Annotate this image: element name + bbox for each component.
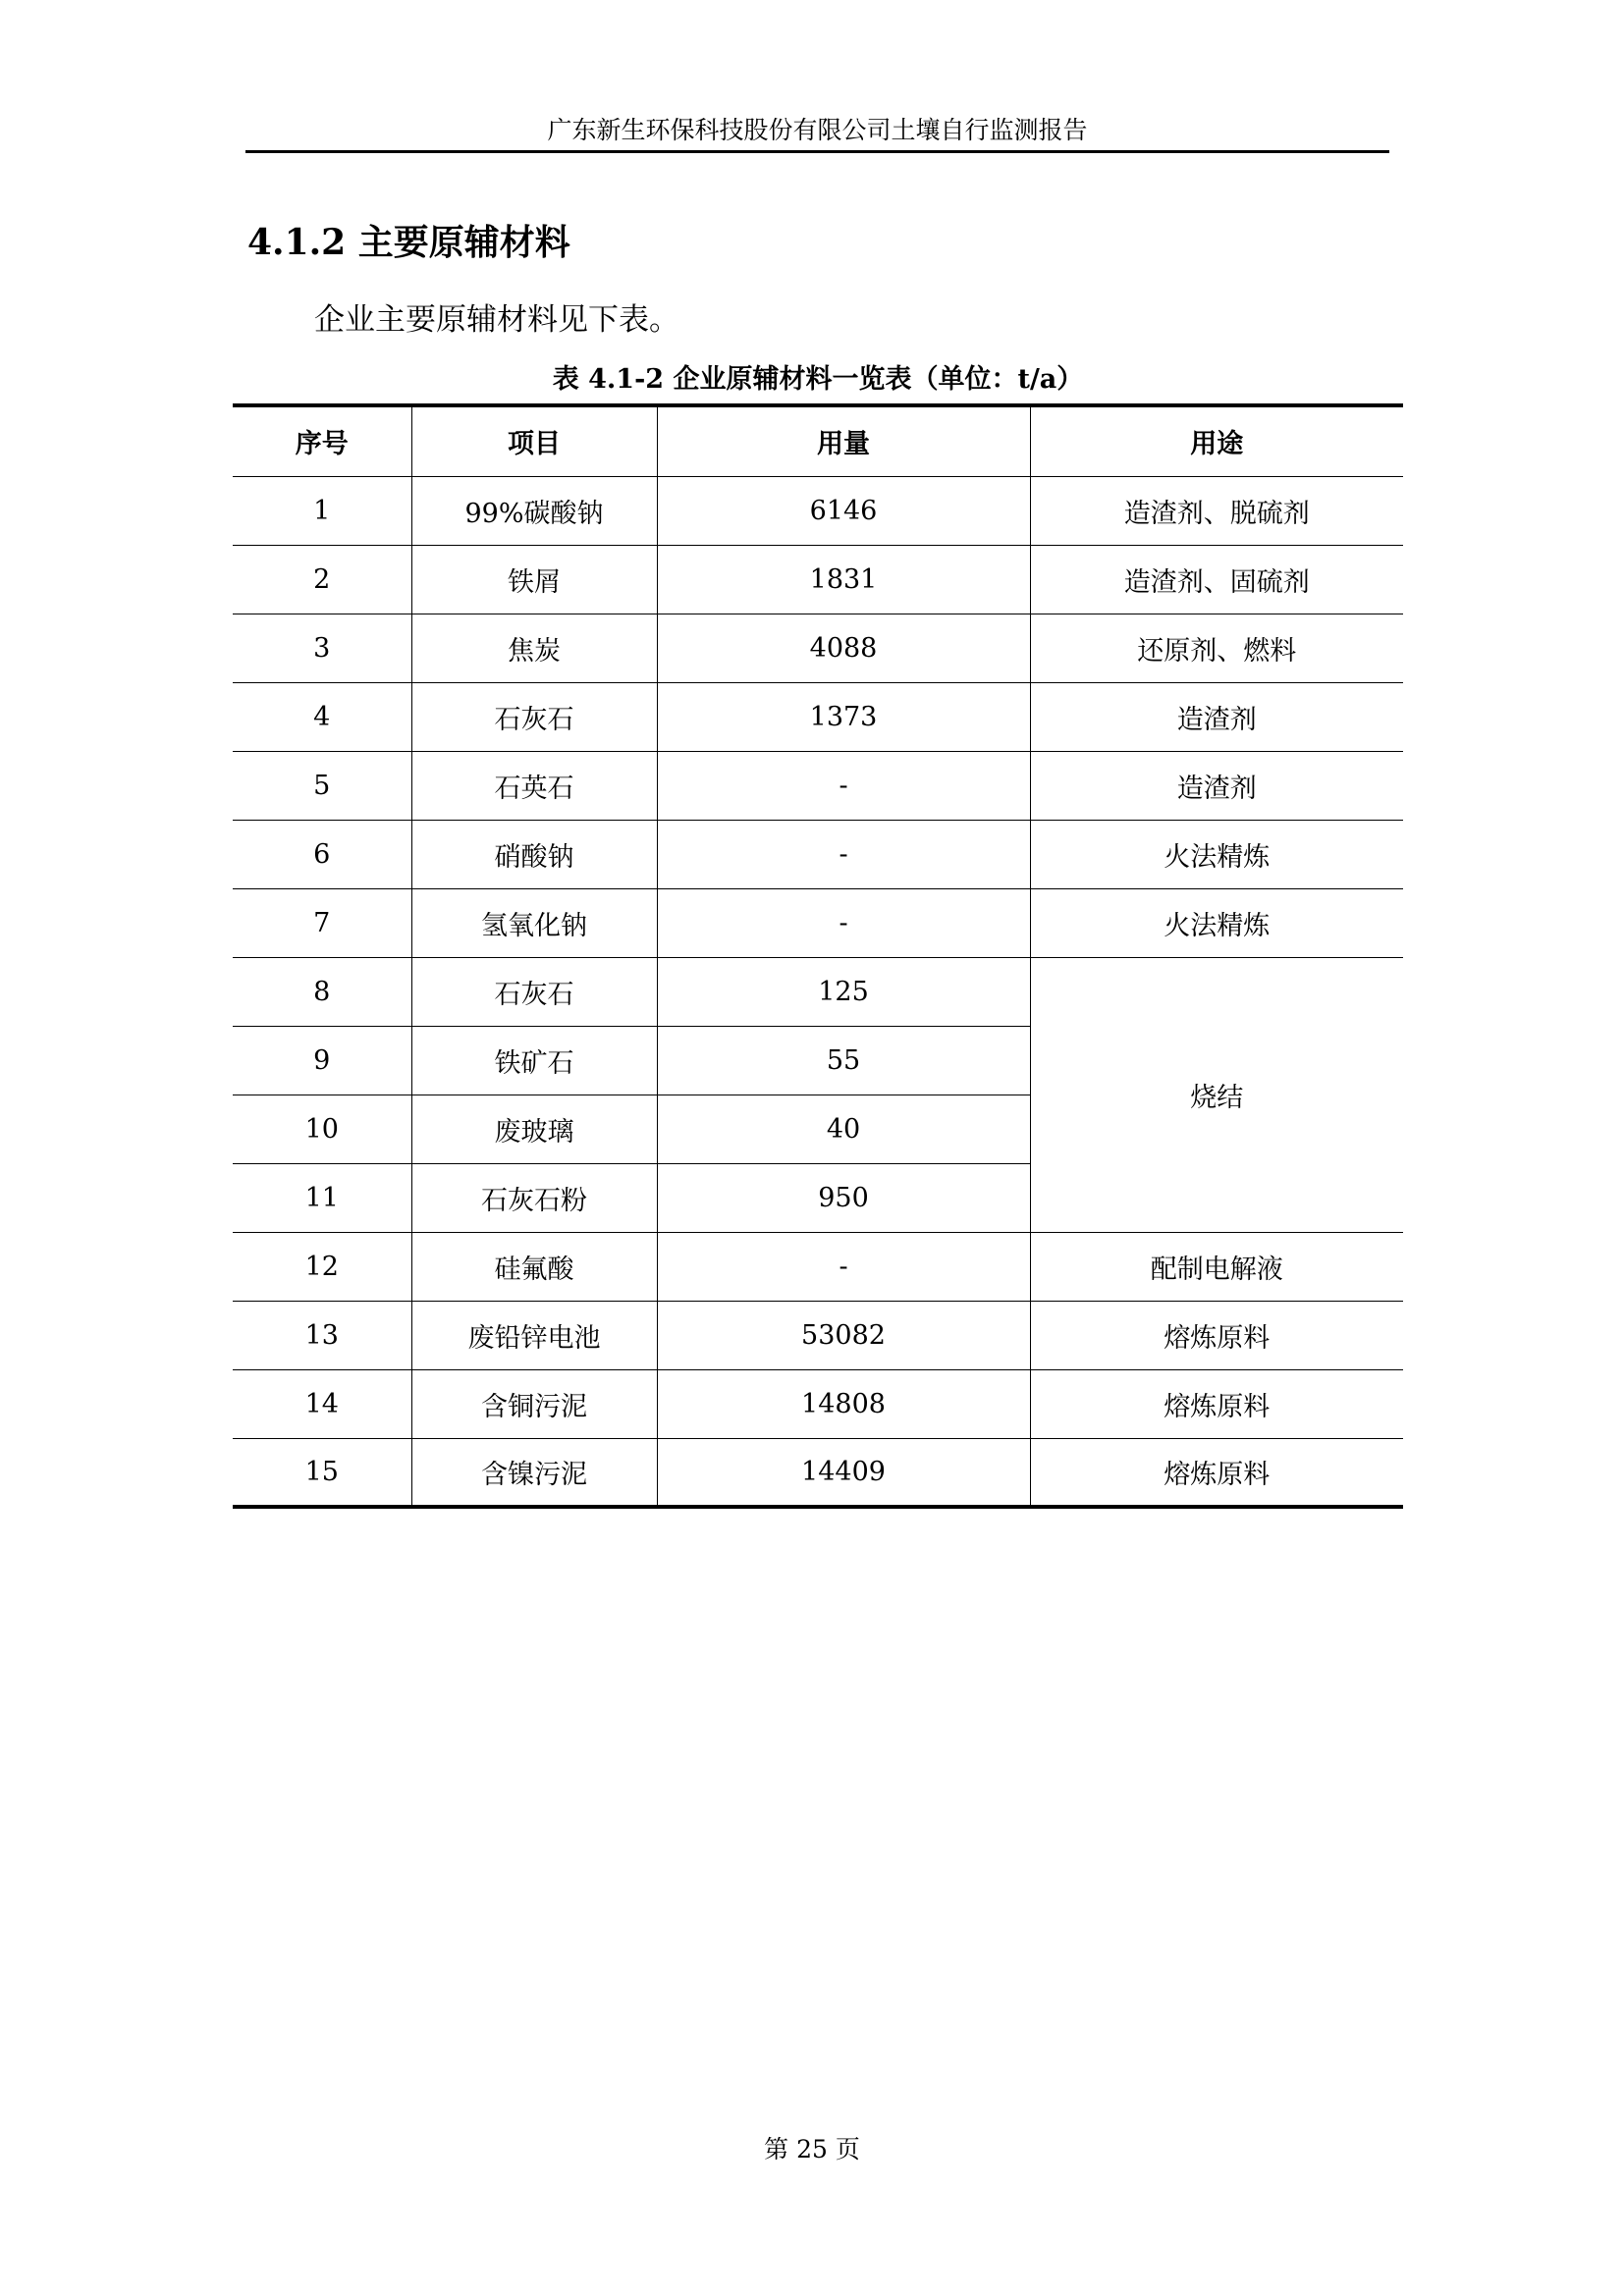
table-caption: 表 4.1-2 企业原辅材料一览表（单位：t/a）: [552, 364, 1084, 395]
cell-use: 熔炼原料: [1030, 1369, 1403, 1438]
cell-amount: 40: [657, 1095, 1030, 1163]
intro-paragraph: 企业主要原辅材料见下表。: [314, 302, 679, 338]
cell-no: 8: [233, 957, 411, 1026]
cell-no: 7: [233, 888, 411, 957]
table-row: [233, 476, 1403, 545]
cell-amount: -: [657, 751, 1030, 820]
column-header-no: 序号: [233, 405, 411, 476]
cell-no: 13: [233, 1301, 411, 1369]
column-header-use: 用途: [1030, 405, 1403, 476]
cell-item: 石灰石粉: [411, 1163, 657, 1232]
cell-amount: 53082: [657, 1301, 1030, 1369]
cell-no: 3: [233, 614, 411, 682]
table-row: [233, 957, 1403, 1026]
table-row: [233, 1301, 1403, 1369]
cell-use: 造渣剂、固硫剂: [1030, 545, 1403, 614]
header-divider: [245, 150, 1389, 153]
cell-use: 造渣剂: [1030, 682, 1403, 751]
cell-no: 14: [233, 1369, 411, 1438]
cell-no: 15: [233, 1438, 411, 1507]
cell-amount: 125: [657, 957, 1030, 1026]
cell-no: 11: [233, 1163, 411, 1232]
cell-item: 石灰石: [411, 682, 657, 751]
cell-use: 火法精炼: [1030, 888, 1403, 957]
table-header-row: [233, 405, 1403, 476]
cell-amount: 4088: [657, 614, 1030, 682]
cell-no: 12: [233, 1232, 411, 1301]
cell-amount: -: [657, 888, 1030, 957]
cell-item: 氢氧化钠: [411, 888, 657, 957]
cell-use: 还原剂、燃料: [1030, 614, 1403, 682]
cell-item: 废铅锌电池: [411, 1301, 657, 1369]
cell-amount: 1373: [657, 682, 1030, 751]
cell-item: 石英石: [411, 751, 657, 820]
cell-use-merged: 烧结: [1030, 957, 1403, 1232]
cell-no: 1: [233, 476, 411, 545]
cell-item: 含镍污泥: [411, 1438, 657, 1507]
table-row: [233, 888, 1403, 957]
cell-no: 6: [233, 820, 411, 888]
cell-amount: 14409: [657, 1438, 1030, 1507]
cell-item: 铁矿石: [411, 1026, 657, 1095]
cell-item: 焦炭: [411, 614, 657, 682]
cell-no: 2: [233, 545, 411, 614]
cell-no: 9: [233, 1026, 411, 1095]
cell-amount: 55: [657, 1026, 1030, 1095]
column-header-item: 项目: [411, 405, 657, 476]
column-header-amount: 用量: [657, 405, 1030, 476]
cell-amount: -: [657, 820, 1030, 888]
cell-item: 含铜污泥: [411, 1369, 657, 1438]
cell-no: 5: [233, 751, 411, 820]
table-row: [233, 820, 1403, 888]
materials-table: [233, 403, 1403, 1509]
cell-amount: 6146: [657, 476, 1030, 545]
table-row: [233, 682, 1403, 751]
table-row: [233, 751, 1403, 820]
cell-amount: 950: [657, 1163, 1030, 1232]
cell-item: 石灰石: [411, 957, 657, 1026]
document-header: 广东新生环保科技股份有限公司土壤自行监测报告: [547, 116, 1088, 144]
cell-use: 熔炼原料: [1030, 1301, 1403, 1369]
cell-use: 配制电解液: [1030, 1232, 1403, 1301]
table-row: [233, 1232, 1403, 1301]
cell-item: 99%碳酸钠: [411, 476, 657, 545]
cell-use: 造渣剂、脱硫剂: [1030, 476, 1403, 545]
cell-item: 废玻璃: [411, 1095, 657, 1163]
cell-item: 硅氟酸: [411, 1232, 657, 1301]
table-row: [233, 545, 1403, 614]
section-heading: 4.1.2 主要原辅材料: [247, 222, 570, 263]
cell-no: 10: [233, 1095, 411, 1163]
cell-no: 4: [233, 682, 411, 751]
cell-use: 熔炼原料: [1030, 1438, 1403, 1507]
cell-item: 铁屑: [411, 545, 657, 614]
page-number: 第 25 页: [764, 2135, 860, 2163]
table-row: [233, 1438, 1403, 1507]
cell-use: 造渣剂: [1030, 751, 1403, 820]
cell-amount: 1831: [657, 545, 1030, 614]
cell-amount: 14808: [657, 1369, 1030, 1438]
cell-amount: -: [657, 1232, 1030, 1301]
cell-use: 火法精炼: [1030, 820, 1403, 888]
table-row: [233, 614, 1403, 682]
cell-item: 硝酸钠: [411, 820, 657, 888]
table-row: [233, 1369, 1403, 1438]
